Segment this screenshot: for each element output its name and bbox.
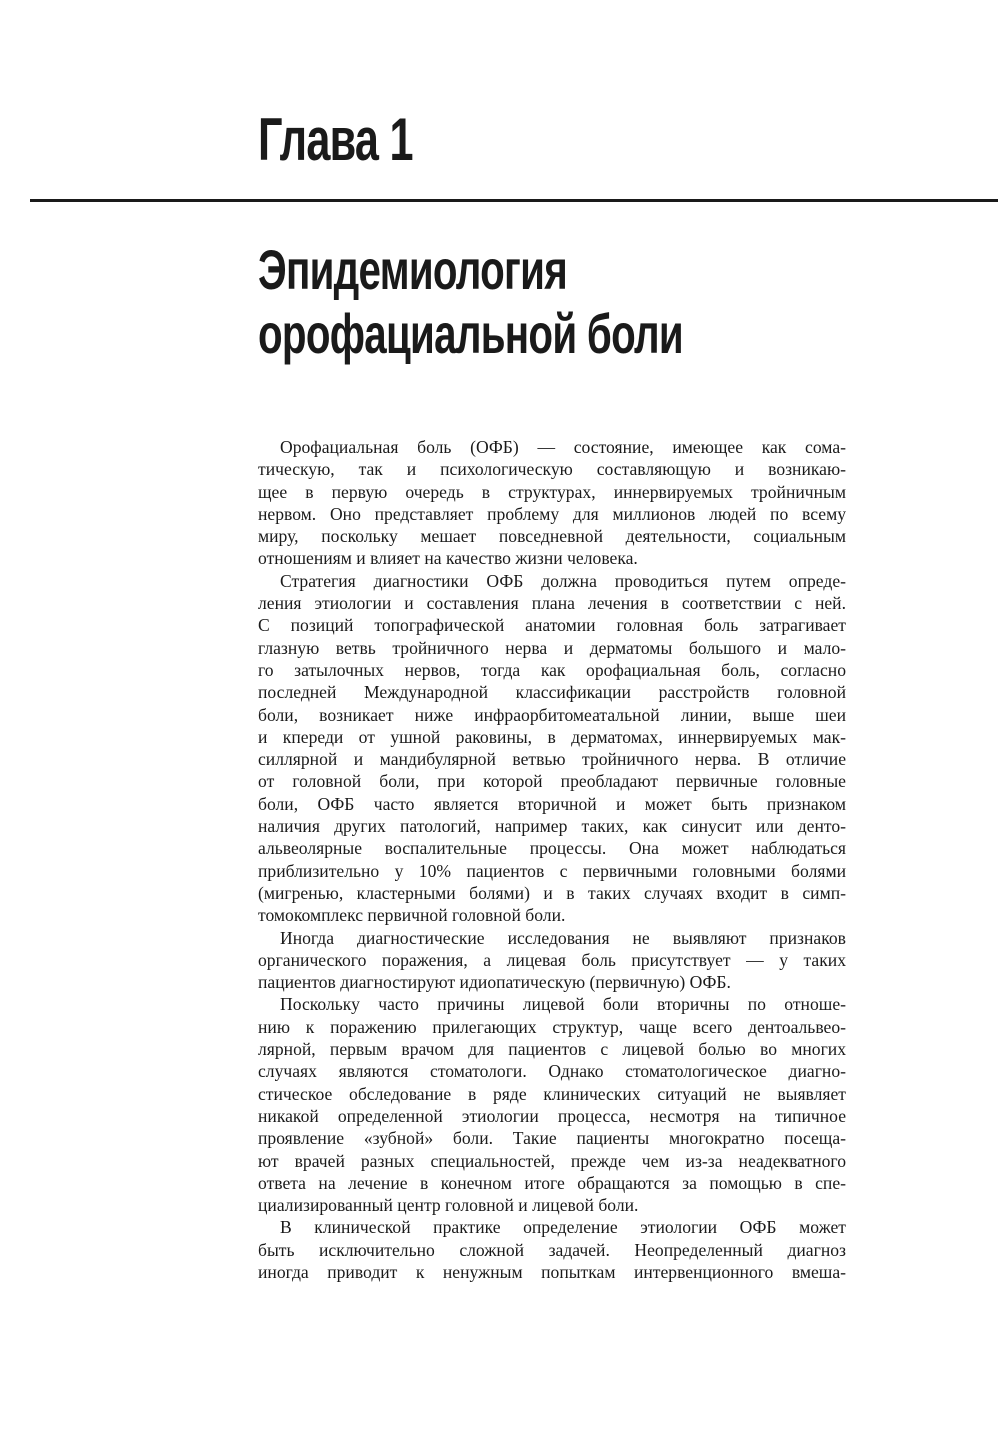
text-line: силлярной и мандибулярной ветвью тройничного нерва. В отличие (258, 749, 846, 770)
paragraph (258, 570, 846, 927)
text-line: щее в первую очередь в структурах, иннервируемых тройничным (258, 481, 846, 502)
text-line: Поскольку часто причины лицевой боли вторичны по отноше- (280, 994, 846, 1015)
text-line: Иногда диагностические исследования не выявляют признаков (280, 927, 846, 948)
chapter-title (258, 238, 683, 366)
text-line: С позиций топографической анатомии головная боль затрагивает (258, 615, 846, 636)
paragraph (258, 436, 846, 570)
text-line: никакой определенной этиологии процесса, несмотря на типичное (258, 1105, 846, 1126)
text-line: томокомплекс первичной головной боли. (258, 905, 566, 926)
text-line: последней Международной классификации расстройств головной (258, 682, 846, 703)
text-line: (мигренью, кластерными болями) и в таких случаях входит в симп- (258, 882, 846, 903)
text-line: от головной боли, при которой преобладают первичные головные (258, 771, 846, 792)
paragraph (258, 927, 846, 994)
text-line: и кпереди от ушной раковины, в дерматомах, иннервируемых мак- (258, 726, 846, 747)
text-line: глазную ветвь тройничного нерва и дерматомы большого и мало- (258, 637, 846, 658)
text-line: ления этиологии и составления плана лечения в соответствии с ней. (258, 593, 846, 614)
text-line: нервом. Оно представляет проблему для миллионов людей по всему (258, 503, 846, 524)
text-line: боли, возникает ниже инфраорбитомеатальной линии, выше шеи (258, 704, 846, 725)
chapter-title-line-1: Эпидемиология (258, 238, 568, 301)
body-text (258, 436, 846, 1283)
text-line: миру, поскольку мешает повседневной деятельности, социальным (258, 526, 846, 547)
text-line: органического поражения, а лицевая боль присутствует — у таких (258, 949, 846, 970)
paragraph (258, 1216, 846, 1283)
paragraph (258, 993, 846, 1216)
text-line: быть исключительно сложной задачей. Неопределенный диагноз (258, 1239, 846, 1260)
chapter-number: Глава 1 (258, 106, 413, 173)
chapter-title-line-2: орофациальной боли (258, 302, 683, 365)
text-line: Стратегия диагностики ОФБ должна проводиться путем опреде- (280, 570, 846, 591)
text-line: случаях являются стоматологи. Однако стоматологическое диагно- (258, 1061, 846, 1082)
text-line: стическое обследование в ряде клинических ситуаций не выявляет (258, 1083, 846, 1104)
text-line: пациентов диагностируют идиопатическую (первичную) ОФБ. (258, 972, 731, 993)
text-line: приблизительно у 10% пациентов с первичными головными болями (258, 860, 846, 881)
text-line: ют врачей разных специальностей, прежде чем из-за неадекватного (258, 1150, 846, 1171)
text-line: нию к поражению прилегающих структур, чаще всего дентоальвео- (258, 1016, 846, 1037)
text-line: проявление «зубной» боли. Такие пациенты многократно посеща- (258, 1128, 846, 1149)
text-line: го затылочных нервов, тогда как орофациальная боль, согласно (258, 659, 846, 680)
text-line: альвеолярные воспалительные процессы. Она может наблюдаться (258, 838, 846, 859)
text-line: лярной, первым врачом для пациентов с лицевой болью во многих (258, 1039, 846, 1060)
text-line: отношениям и влияет на качество жизни человека. (258, 548, 638, 569)
text-line: ответа на лечение в конечном итоге обращаются за помощью в спе- (258, 1172, 846, 1193)
text-line: иногда приводит к ненужным попыткам интервенционного вмеша- (258, 1261, 846, 1282)
text-line: В клинической практике определение этиологии ОФБ может (280, 1217, 846, 1238)
chapter-divider (30, 199, 998, 202)
text-line: тическую, так и психологическую составляющую и возникаю- (258, 459, 846, 480)
text-line: Орофациальная боль (ОФБ) — состояние, имеющее как сома- (280, 437, 846, 457)
text-line: боли, ОФБ часто является вторичной и может быть признаком (258, 793, 846, 814)
text-line: циализированный центр головной и лицевой боли. (258, 1195, 639, 1216)
text-line: наличия других патологий, например таких, как синусит или денто- (258, 816, 846, 837)
